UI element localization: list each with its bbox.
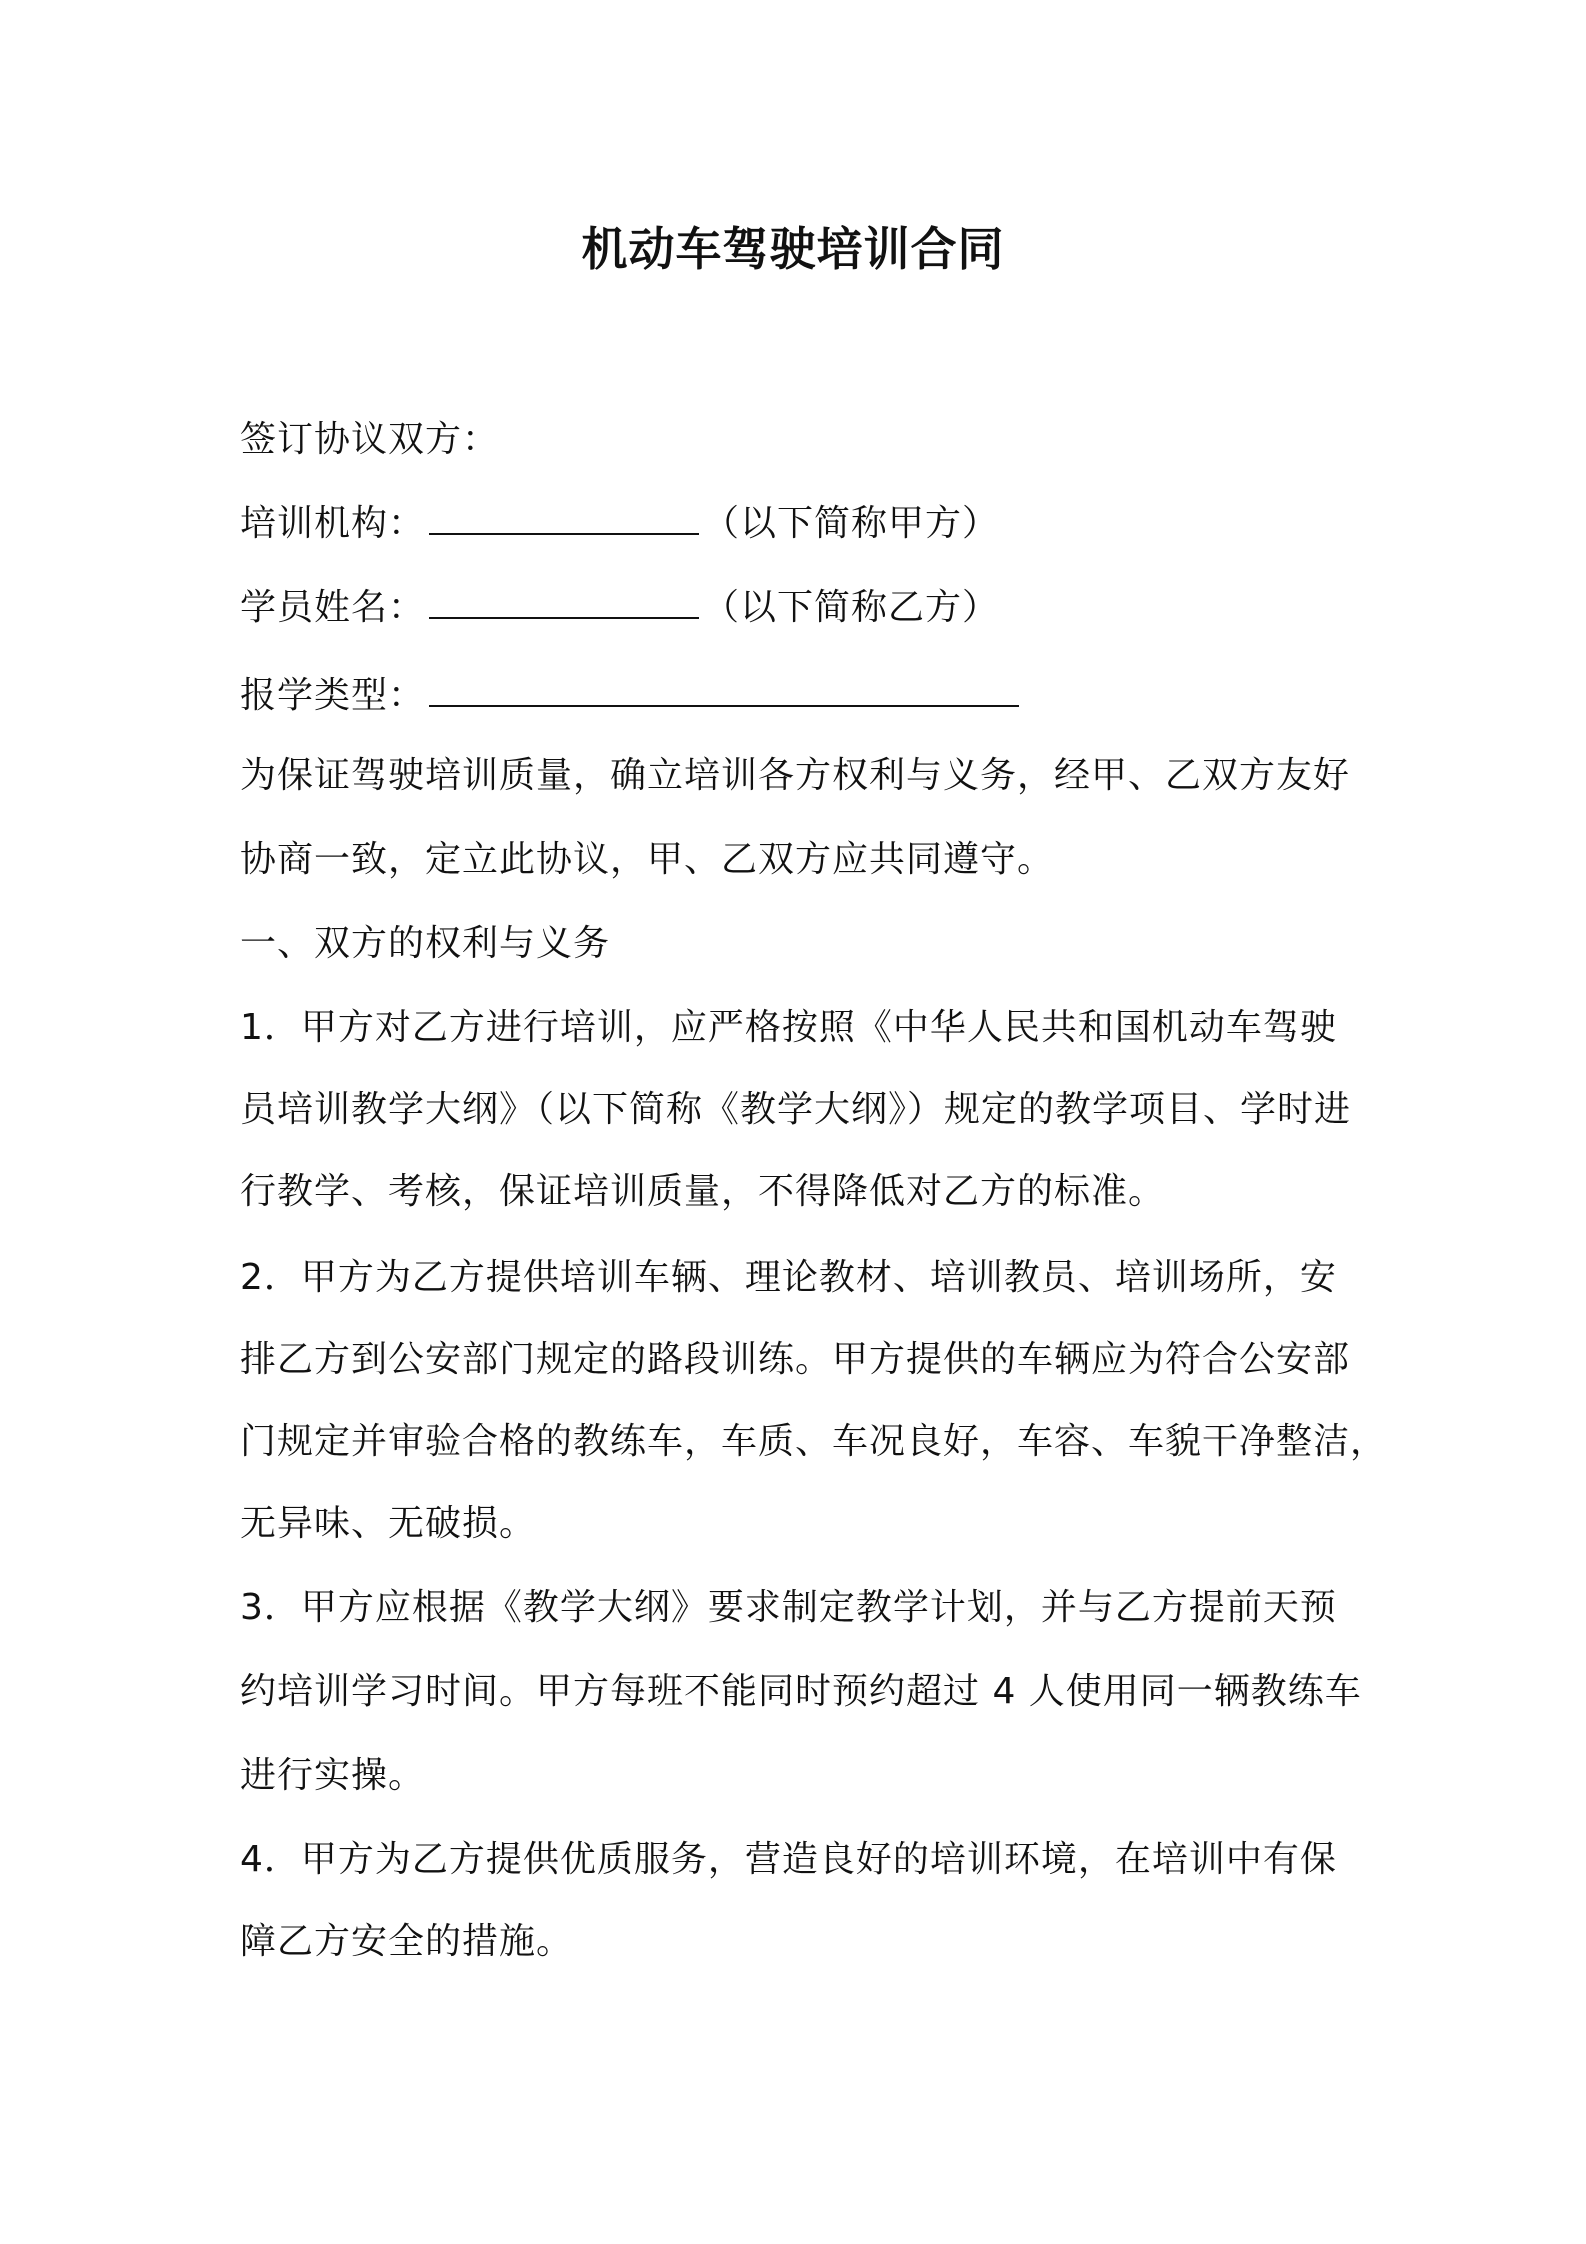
paragraph-line: 无异味、无破损。 xyxy=(240,1503,537,1544)
paragraph-line: 障乙方安全的措施。 xyxy=(240,1921,574,1962)
paragraph-line: 员培训教学大纲》（以下简称《教学大纲》）规定的教学项目、学时进 xyxy=(240,1089,1352,1130)
paragraph-line: 门规定并审验合格的教练车，车质、车况良好，车容、车貌干净整洁， xyxy=(240,1421,1388,1462)
type-label: 报学类型： xyxy=(240,675,426,716)
paragraph-line: 行教学、考核，保证培训质量，不得降低对乙方的标准。 xyxy=(240,1171,1166,1212)
student-label: 学员姓名： xyxy=(240,587,426,628)
paragraph-line: 约培训学习时间。甲方每班不能同时预约超过 4 人使用同一辆教练车 xyxy=(240,1671,1362,1712)
paragraph-line: 2．甲方为乙方提供培训车辆、理论教材、培训教员、培训场所，安 xyxy=(240,1257,1337,1298)
parties-label: 签订协议双方： xyxy=(240,419,500,460)
type-row xyxy=(240,668,1023,724)
institution-row xyxy=(240,496,999,552)
paragraph-line: 1．甲方对乙方进行培训，应严格按照《中华人民共和国机动车驾驶 xyxy=(240,1007,1337,1048)
student-blank xyxy=(429,583,699,619)
student-suffix: （以下简称乙方） xyxy=(703,587,1000,628)
paragraph-line: 排乙方到公安部门规定的路段训练。甲方提供的车辆应为符合公安部 xyxy=(240,1339,1351,1380)
student-row xyxy=(240,580,999,636)
type-blank xyxy=(429,671,1019,707)
paragraph-line: 进行实操。 xyxy=(240,1755,426,1796)
section-heading: 一、双方的权利与义务 xyxy=(240,923,611,964)
paragraph-line: 4．甲方为乙方提供优质服务，营造良好的培训环境，在培训中有保 xyxy=(240,1839,1337,1880)
institution-label: 培训机构： xyxy=(240,503,426,544)
institution-blank xyxy=(429,499,699,535)
institution-suffix: （以下简称甲方） xyxy=(703,503,1000,544)
document-title: 机动车驾驶培训合同 xyxy=(581,222,1005,276)
paragraph-line: 3．甲方应根据《教学大纲》要求制定教学计划，并与乙方提前天预 xyxy=(240,1587,1337,1628)
paragraph-line: 为保证驾驶培训质量，确立培训各方权利与义务，经甲、乙双方友好 xyxy=(240,755,1351,796)
paragraph-line: 协商一致，定立此协议，甲、乙双方应共同遵守。 xyxy=(240,839,1055,880)
